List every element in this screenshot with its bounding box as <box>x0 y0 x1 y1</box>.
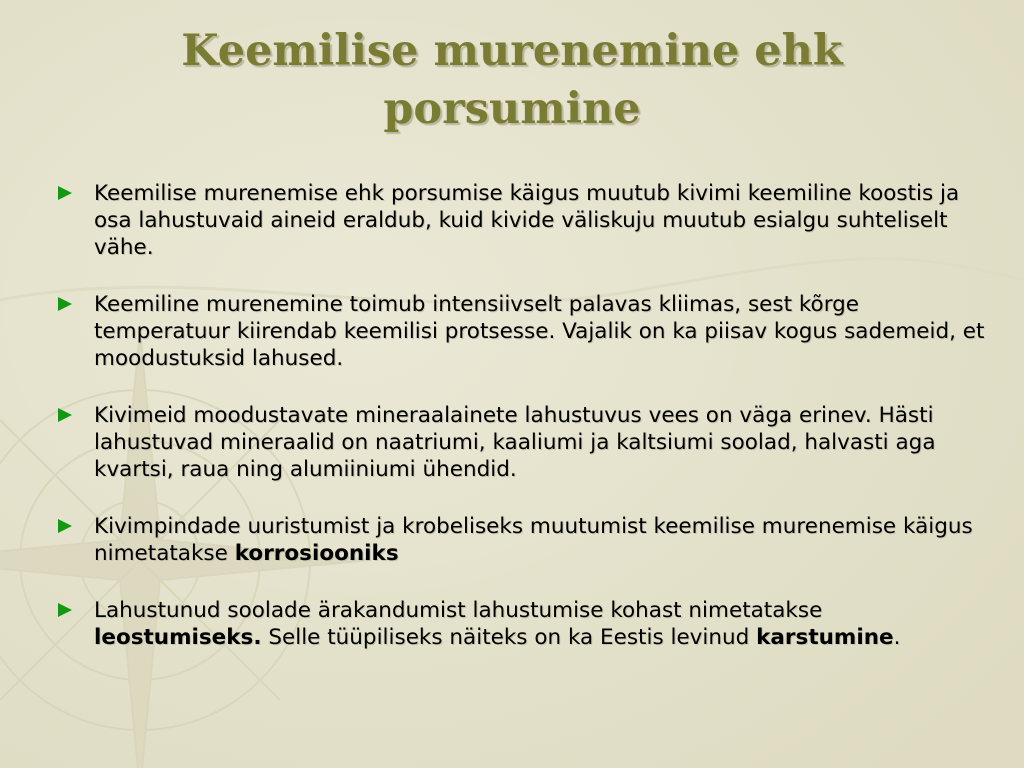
slide-title: Keemilise murenemine ehk porsumine <box>181 26 843 134</box>
triangle-right-icon <box>58 186 72 200</box>
bold-term: korrosiooniks <box>234 541 399 566</box>
triangle-right-icon <box>58 297 72 311</box>
bullet-text: Kivimpindade uuristumist ja krobeliseks muutumist keemilise murenemise käigus nimetatakse <box>94 514 973 566</box>
bullet-item <box>58 291 988 372</box>
bullet-text: . <box>893 625 901 650</box>
bullet-text: Lahustunud soolade ärakandumist lahustumise kohast nimetatakse <box>94 598 823 623</box>
bold-term: karstumine <box>756 625 894 650</box>
triangle-right-icon <box>58 519 72 533</box>
bold-term: leostumiseks. <box>94 625 262 650</box>
bullet-item <box>58 597 988 651</box>
bullet-text: Kivimeid moodustavate mineraalainete lahustuvus vees on väga erinev. Hästi lahustuvad mineraalid on naatriumi, kaaliumi ja kaltsiumi soolad, halvasti aga kvartsi, raua ning alumiiniumi ühendid. <box>94 403 936 482</box>
triangle-right-icon <box>58 408 72 422</box>
bullet-item <box>58 402 988 483</box>
bullet-item <box>58 513 988 567</box>
triangle-right-icon <box>58 603 72 617</box>
bullet-text: Keemilise murenemise ehk porsumise käigus muutub kivimi keemiline koostis ja osa lahustuvaid aineid eraldub, kuid kivide väliskuju muutub esialgu suhteliselt vähe. <box>94 181 960 260</box>
bullet-list <box>58 180 988 681</box>
bullet-text: Keemiline murenemine toimub intensiivselt palavas kliimas, sest kõrge temperatuur kiirendab keemilisi protsesse. Vajalik on ka piisav kogus sademeid, et moodustuksid lahused. <box>94 292 985 371</box>
bullet-text: Selle tüüpiliseks näiteks on ka Eestis levinud <box>261 625 757 650</box>
bullet-item <box>58 180 988 261</box>
